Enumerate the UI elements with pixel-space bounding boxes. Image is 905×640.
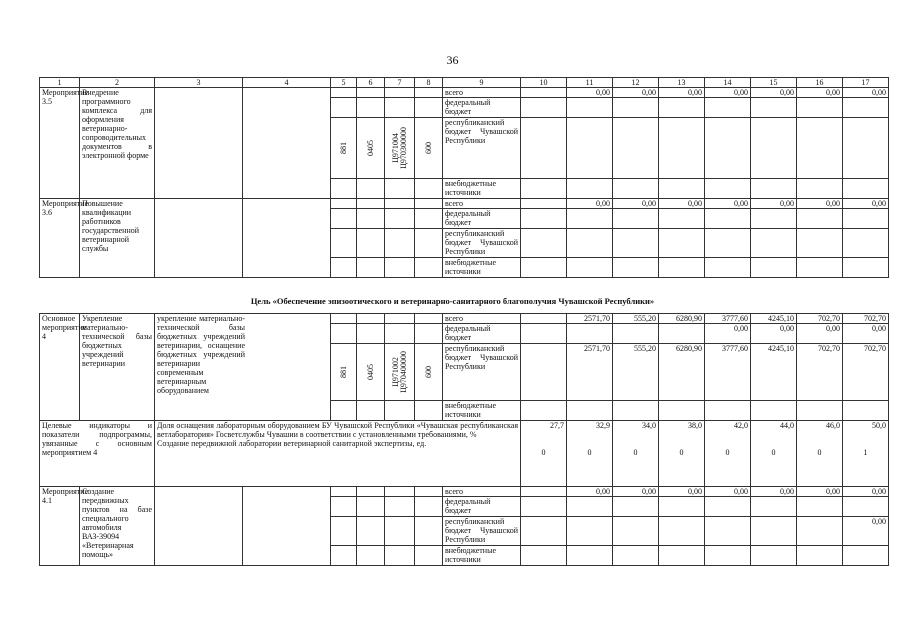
value-cell: 2571,70 [567, 314, 613, 324]
source-label: федеральный бюджет [443, 209, 521, 229]
table-row [40, 88, 889, 98]
grbs-cell: 881 [331, 118, 357, 179]
measure-name: Создание передвижных пунктов на базе специального автомобиля ВАЗ-39094 «Ветеринарная помощь» [80, 487, 155, 566]
value-cell: 555,20 [613, 314, 659, 324]
hdr-col: 6 [357, 78, 385, 88]
value-cell: 3777,60 [705, 314, 751, 324]
indicator-values: 34,0 0 [613, 421, 659, 487]
hdr-col: 14 [705, 78, 751, 88]
source-label: федеральный бюджет [443, 324, 521, 344]
value-cell: 702,70 [843, 344, 889, 401]
value-cell: 0,00 [797, 324, 843, 344]
measure-name: Внедрение программного комплекса для оформления ветеринарно-сопроводительных документов в электронной форме [80, 88, 155, 199]
hdr-col: 10 [521, 78, 567, 88]
value-cell: 0,00 [659, 487, 705, 497]
vr-cell: 600 [415, 344, 443, 401]
goal-heading: Цель «Обеспечение эпизоотического и ветеринарно-санитарного благополучия Чувашской Республики» [250, 296, 655, 306]
value-cell: 0,00 [613, 88, 659, 98]
source-label: всего [443, 88, 521, 98]
value-cell: 0,00 [843, 517, 889, 546]
value-cell: 0,00 [705, 199, 751, 209]
value-cell: 6280,90 [659, 314, 705, 324]
indicator-values: 42,0 0 [705, 421, 751, 487]
source-label: федеральный бюджет [443, 98, 521, 118]
indicator-values: 27,7 0 [521, 421, 567, 487]
hdr-col: 3 [155, 78, 243, 88]
table-row [40, 314, 889, 324]
rzpr-cell: 0405 [357, 344, 385, 401]
source-label: внебюджетные источники [443, 401, 521, 421]
source-label: внебюджетные источники [443, 546, 521, 566]
indicator-values: 38,0 0 [659, 421, 705, 487]
table-row [40, 199, 889, 209]
hdr-col: 13 [659, 78, 705, 88]
source-label: всего [443, 487, 521, 497]
measure-code: Мероприятие 3.5 [40, 88, 80, 199]
measure-code: Мероприятие 4.1 [40, 487, 80, 566]
source-label: всего [443, 314, 521, 324]
hdr-col: 11 [567, 78, 613, 88]
value-cell: 0,00 [843, 88, 889, 98]
hdr-col: 2 [80, 78, 155, 88]
value-cell: 0,00 [567, 88, 613, 98]
measure-code: Мероприятие 3.6 [40, 199, 80, 278]
indicator-row [40, 421, 889, 487]
value-cell: 0,00 [705, 324, 751, 344]
source-label: республиканский бюджет Чувашской Республики [443, 344, 521, 401]
measure-task: укрепление материально-технической базы бюджетных учреждений ветеринарии, оснащение бюджетных учреждений ветеринарии современным ветеринарным оборудованием [155, 314, 331, 421]
value-cell: 0,00 [659, 199, 705, 209]
measure-name: Укрепление материально-технической базы бюджетных учреждений ветеринарии [80, 314, 155, 421]
value-cell: 0,00 [613, 199, 659, 209]
value-cell: 0,00 [843, 324, 889, 344]
value-cell: 0,00 [797, 88, 843, 98]
value-cell: 4245,10 [751, 314, 797, 324]
indicator-values: 46,0 0 [797, 421, 843, 487]
value-cell: 0,00 [797, 199, 843, 209]
value-cell: 0,00 [659, 88, 705, 98]
measure-name: Повышение квалификации работников государственной ветеринарной службы [80, 199, 155, 278]
grbs-cell: 881 [331, 344, 357, 401]
table-row [40, 487, 889, 497]
hdr-col: 16 [797, 78, 843, 88]
value-cell: 702,70 [797, 344, 843, 401]
budget-table-top [39, 77, 889, 278]
value-cell: 0,00 [797, 487, 843, 497]
value-cell: 0,00 [843, 199, 889, 209]
value-cell: 0,00 [567, 487, 613, 497]
hdr-col: 7 [385, 78, 415, 88]
source-label: федеральный бюджет [443, 497, 521, 517]
value-cell: 0,00 [751, 199, 797, 209]
value-cell: 0,00 [705, 88, 751, 98]
value-cell: 0,00 [705, 487, 751, 497]
hdr-col: 1 [40, 78, 80, 88]
source-label: республиканский бюджет Чувашской Республики [443, 517, 521, 546]
hdr-col: 12 [613, 78, 659, 88]
csr-cell: Ц971002 Ц970400000 [385, 344, 415, 401]
value-cell: 0,00 [751, 88, 797, 98]
vr-cell: 600 [415, 118, 443, 179]
budget-table-bottom [39, 313, 889, 566]
csr-cell: Ц971004 Ц970300000 [385, 118, 415, 179]
rzpr-cell: 0405 [357, 118, 385, 179]
source-label: республиканский бюджет Чувашской Республики [443, 229, 521, 258]
value-cell: 0,00 [751, 487, 797, 497]
value-cell: 702,70 [843, 314, 889, 324]
value-cell: 2571,70 [567, 344, 613, 401]
hdr-col: 17 [843, 78, 889, 88]
indicator-values: 50,0 1 [843, 421, 889, 487]
source-label: всего [443, 199, 521, 209]
value-cell: 0,00 [613, 487, 659, 497]
hdr-col: 15 [751, 78, 797, 88]
hdr-col: 4 [243, 78, 331, 88]
value-cell: 6280,90 [659, 344, 705, 401]
source-label: республиканский бюджет Чувашской Республики [443, 118, 521, 179]
source-label: внебюджетные источники [443, 179, 521, 199]
value-cell: 702,70 [797, 314, 843, 324]
header-row [40, 78, 889, 88]
value-cell: 0,00 [567, 199, 613, 209]
value-cell: 0,00 [843, 487, 889, 497]
indicator-values: 44,0 0 [751, 421, 797, 487]
hdr-col: 5 [331, 78, 357, 88]
indicator-label: Целевые индикаторы и показатели подпрограммы, увязанные с основным мероприятием 4 [40, 421, 155, 487]
hdr-col: 8 [415, 78, 443, 88]
hdr-col: 9 [443, 78, 521, 88]
value-cell: 555,20 [613, 344, 659, 401]
indicator-text: Доля оснащения лабораторным оборудованием БУ Чувашской Республики «Чувашская республиканская ветлаборатория» Госветслужбы Чувашии в соответствии с установленными требованиями, % Создание передвижной лаборатории ветеринарной санитарной экспертизы, ед. [155, 421, 521, 487]
value-cell: 3777,60 [705, 344, 751, 401]
measure-code: Основное мероприятие 4 [40, 314, 80, 421]
indicator-values: 32,9 0 [567, 421, 613, 487]
page-number: 36 [446, 53, 459, 67]
value-cell: 0,00 [751, 324, 797, 344]
source-label: внебюджетные источники [443, 258, 521, 278]
value-cell: 4245,10 [751, 344, 797, 401]
